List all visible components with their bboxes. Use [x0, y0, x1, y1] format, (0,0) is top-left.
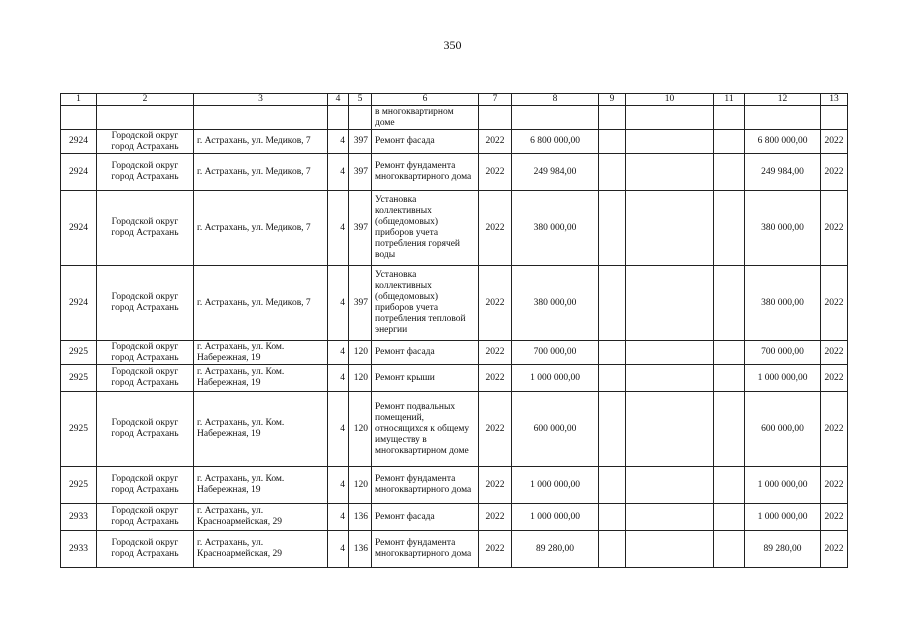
completion-year-cell: 2022 — [821, 130, 848, 154]
col9-cell — [599, 266, 626, 341]
year-cell: 2022 — [479, 191, 512, 266]
year-cell: 2022 — [479, 467, 512, 504]
completion-year-cell: 2022 — [821, 531, 848, 568]
address-cell: г. Астрахань, ул. Медиков, 7 — [194, 191, 328, 266]
table-body — [61, 94, 848, 568]
col11-cell — [714, 191, 745, 266]
total-cell: 380 000,00 — [745, 191, 821, 266]
column-header: 3 — [194, 94, 328, 106]
completion-year-cell: 2022 — [821, 341, 848, 365]
object-id-cell: 2933 — [61, 531, 97, 568]
cost-cell: 249 984,00 — [512, 154, 599, 191]
work-type-cell: Ремонт фундамента многоквартирного дома — [372, 467, 479, 504]
completion-year-cell: 2022 — [821, 504, 848, 531]
col9-cell — [599, 191, 626, 266]
col10-cell — [626, 365, 714, 392]
column-header: 5 — [349, 94, 372, 106]
total-cell: 380 000,00 — [745, 266, 821, 341]
col11-cell — [714, 130, 745, 154]
object-id-cell: 2925 — [61, 467, 97, 504]
address-cell: г. Астрахань, ул. Ком. Набережная, 19 — [194, 341, 328, 365]
cost-cell: 1 000 000,00 — [512, 365, 599, 392]
column-header: 8 — [512, 94, 599, 106]
column-header: 10 — [626, 94, 714, 106]
object-id-cell: 2924 — [61, 154, 97, 191]
col5-cell: 397 — [349, 266, 372, 341]
table-row — [61, 341, 848, 365]
year-cell: 2022 — [479, 365, 512, 392]
col9-cell — [599, 504, 626, 531]
col10-cell — [626, 266, 714, 341]
col4-cell: 4 — [328, 365, 349, 392]
col5-cell: 136 — [349, 504, 372, 531]
col5-cell: 120 — [349, 341, 372, 365]
column-number-row — [61, 94, 848, 106]
col4-cell: 4 — [328, 130, 349, 154]
col10-cell — [626, 392, 714, 467]
municipality-cell: Городской округ город Астрахань — [97, 154, 194, 191]
work-type-cell: Установка коллективных (общедомовых) приборов учета потребления тепловой энергии — [372, 266, 479, 341]
col5-cell: 120 — [349, 392, 372, 467]
work-type-cell: Ремонт фасада — [372, 341, 479, 365]
column-header: 2 — [97, 94, 194, 106]
table-row — [61, 191, 848, 266]
col10-cell — [626, 531, 714, 568]
municipality-cell: Городской округ город Астрахань — [97, 392, 194, 467]
total-cell: 1 000 000,00 — [745, 365, 821, 392]
page-number: 350 — [443, 38, 462, 52]
municipality-cell: Городской округ город Астрахань — [97, 191, 194, 266]
object-id-cell: 2925 — [61, 392, 97, 467]
address-cell: г. Астрахань, ул. Ком. Набережная, 19 — [194, 365, 328, 392]
col5-cell: 397 — [349, 154, 372, 191]
municipality-cell: Городской округ город Астрахань — [97, 531, 194, 568]
cost-cell: 700 000,00 — [512, 341, 599, 365]
address-cell: г. Астрахань, ул. Красноармейская, 29 — [194, 504, 328, 531]
work-type-cell: Установка коллективных (общедомовых) приборов учета потребления горячей воды — [372, 191, 479, 266]
column-header: 4 — [328, 94, 349, 106]
completion-year-cell: 2022 — [821, 467, 848, 504]
col10-cell — [626, 504, 714, 531]
col4-cell: 4 — [328, 154, 349, 191]
col10-cell — [626, 130, 714, 154]
year-cell: 2022 — [479, 531, 512, 568]
object-id-cell: 2924 — [61, 130, 97, 154]
col10-cell — [626, 154, 714, 191]
col9-cell — [599, 531, 626, 568]
col5-cell: 136 — [349, 531, 372, 568]
col11-cell — [714, 365, 745, 392]
work-type-cell: Ремонт фундамента многоквартирного дома — [372, 154, 479, 191]
work-type-cell: Ремонт фасада — [372, 130, 479, 154]
column-header: 13 — [821, 94, 848, 106]
completion-year-cell: 2022 — [821, 365, 848, 392]
col4-cell: 4 — [328, 504, 349, 531]
year-cell: 2022 — [479, 341, 512, 365]
col10-cell — [626, 191, 714, 266]
continuation-row — [61, 106, 848, 130]
work-type-cell: Ремонт подвальных помещений, относящихся к общему имуществу в многоквартирном доме — [372, 392, 479, 467]
cost-cell: 380 000,00 — [512, 191, 599, 266]
work-type-cell: Ремонт крыши — [372, 365, 479, 392]
work-type-cell: Ремонт фундамента многоквартирного дома — [372, 531, 479, 568]
total-cell: 6 800 000,00 — [745, 130, 821, 154]
year-cell: 2022 — [479, 130, 512, 154]
col5-cell: 120 — [349, 467, 372, 504]
column-header: 6 — [372, 94, 479, 106]
col9-cell — [599, 341, 626, 365]
object-id-cell: 2924 — [61, 191, 97, 266]
address-cell: г. Астрахань, ул. Ком. Набережная, 19 — [194, 392, 328, 467]
col4-cell: 4 — [328, 531, 349, 568]
total-cell: 1 000 000,00 — [745, 504, 821, 531]
object-id-cell: 2925 — [61, 341, 97, 365]
table-row — [61, 467, 848, 504]
col4-cell: 4 — [328, 467, 349, 504]
year-cell: 2022 — [479, 504, 512, 531]
municipality-cell: Городской округ город Астрахань — [97, 130, 194, 154]
address-cell: г. Астрахань, ул. Медиков, 7 — [194, 130, 328, 154]
col11-cell — [714, 392, 745, 467]
completion-year-cell: 2022 — [821, 191, 848, 266]
col9-cell — [599, 365, 626, 392]
cost-cell: 600 000,00 — [512, 392, 599, 467]
address-cell: г. Астрахань, ул. Медиков, 7 — [194, 266, 328, 341]
total-cell: 89 280,00 — [745, 531, 821, 568]
col5-cell: 397 — [349, 130, 372, 154]
col4-cell: 4 — [328, 341, 349, 365]
municipality-cell: Городской округ город Астрахань — [97, 467, 194, 504]
column-header: 11 — [714, 94, 745, 106]
total-cell: 249 984,00 — [745, 154, 821, 191]
work-type-cell: в многоквартирном доме — [372, 106, 479, 130]
cost-cell: 1 000 000,00 — [512, 467, 599, 504]
capital-repair-table — [60, 93, 848, 568]
table-row — [61, 392, 848, 467]
cost-cell: 89 280,00 — [512, 531, 599, 568]
column-header: 7 — [479, 94, 512, 106]
table-row — [61, 504, 848, 531]
municipality-cell: Городской округ город Астрахань — [97, 365, 194, 392]
completion-year-cell: 2022 — [821, 154, 848, 191]
col4-cell: 4 — [328, 266, 349, 341]
column-header: 1 — [61, 94, 97, 106]
table-row — [61, 154, 848, 191]
col9-cell — [599, 392, 626, 467]
municipality-cell: Городской округ город Астрахань — [97, 504, 194, 531]
col11-cell — [714, 504, 745, 531]
year-cell: 2022 — [479, 154, 512, 191]
total-cell: 600 000,00 — [745, 392, 821, 467]
col10-cell — [626, 341, 714, 365]
object-id-cell: 2924 — [61, 266, 97, 341]
year-cell: 2022 — [479, 266, 512, 341]
total-cell: 1 000 000,00 — [745, 467, 821, 504]
municipality-cell: Городской округ город Астрахань — [97, 266, 194, 341]
address-cell: г. Астрахань, ул. Ком. Набережная, 19 — [194, 467, 328, 504]
object-id-cell: 2933 — [61, 504, 97, 531]
col9-cell — [599, 154, 626, 191]
col10-cell — [626, 467, 714, 504]
completion-year-cell: 2022 — [821, 266, 848, 341]
table-row — [61, 365, 848, 392]
col4-cell: 4 — [328, 191, 349, 266]
col11-cell — [714, 531, 745, 568]
municipality-cell: Городской округ город Астрахань — [97, 341, 194, 365]
table-row — [61, 266, 848, 341]
address-cell: г. Астрахань, ул. Красноармейская, 29 — [194, 531, 328, 568]
object-id-cell: 2925 — [61, 365, 97, 392]
work-type-cell: Ремонт фасада — [372, 504, 479, 531]
col11-cell — [714, 341, 745, 365]
col5-cell: 120 — [349, 365, 372, 392]
col11-cell — [714, 266, 745, 341]
column-header: 12 — [745, 94, 821, 106]
col4-cell: 4 — [328, 392, 349, 467]
cost-cell: 6 800 000,00 — [512, 130, 599, 154]
address-cell: г. Астрахань, ул. Медиков, 7 — [194, 154, 328, 191]
col9-cell — [599, 130, 626, 154]
column-header: 9 — [599, 94, 626, 106]
total-cell: 700 000,00 — [745, 341, 821, 365]
col11-cell — [714, 467, 745, 504]
table-row — [61, 130, 848, 154]
col5-cell: 397 — [349, 191, 372, 266]
table-row — [61, 531, 848, 568]
cost-cell: 1 000 000,00 — [512, 504, 599, 531]
year-cell: 2022 — [479, 392, 512, 467]
cost-cell: 380 000,00 — [512, 266, 599, 341]
completion-year-cell: 2022 — [821, 392, 848, 467]
col9-cell — [599, 467, 626, 504]
col11-cell — [714, 154, 745, 191]
